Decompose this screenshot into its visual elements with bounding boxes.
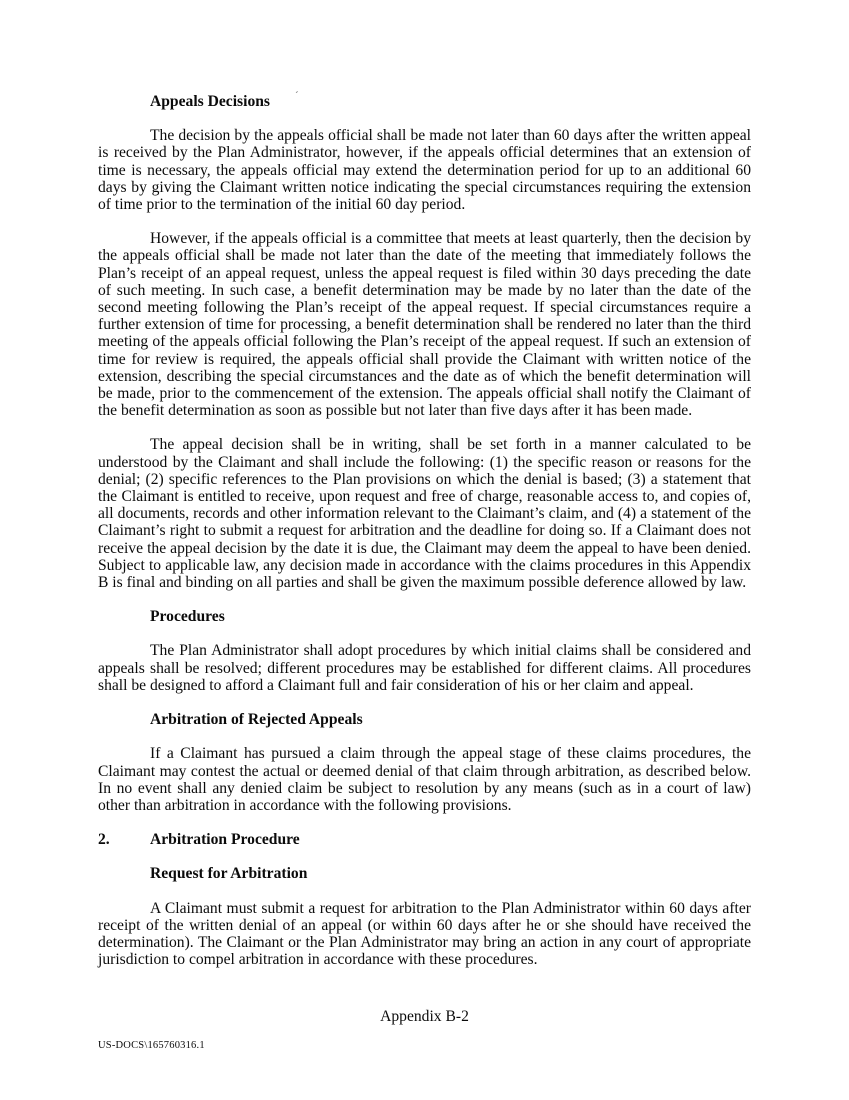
- paragraph: If a Claimant has pursued a claim through the appeal stage of these claims procedures, the Claimant may contest the actual or deemed denial of that claim through arbitration, as described below. In no event shall any denied claim be subject to resolution by any means (such as in a court of law) other than arbitration in accordance with the following provisions.: [98, 745, 751, 814]
- paragraph: The Plan Administrator shall adopt procedures by which initial claims shall be considered and appeals shall be resolved; different procedures may be established for different claims. All procedures shall be designed to afford a Claimant full and fair consideration of his or her claim and appeal.: [98, 642, 751, 694]
- page-footer-label: Appendix B-2: [380, 1008, 469, 1025]
- section-number: 2.: [98, 831, 110, 849]
- paragraph: The appeal decision shall be in writing, shall be set forth in a manner calculated to be understood by the Claimant and shall include the following: (1) the specific reason or reasons for the denial; (2) specific references to the Plan provisions on which the denial is based; (3) a statement that the Claimant is entitled to receive, upon request and free of charge, reasonable access to, and copies of, all documents, records and other information relevant to the Claimant’s claim, and (4) a statement of the Claimant’s right to submit a request for arbitration and the deadline for doing so. If a Claimant does not receive the appeal decision by the date it is due, the Claimant may deem the appeal to have been denied. Subject to applicable law, any decision made in accordance with the claims procedures in this Appendix B is final and binding on all parties and shall be given the maximum possible deference allowed by law.: [98, 436, 751, 592]
- paragraph: However, if the appeals official is a committee that meets at least quarterly, then the decision by the appeals official shall be made not later than the date of the meeting that immediately follows the Plan’s receipt of an appeal request, unless the appeal request is filed within 30 days preceding the date of such meeting. In such case, a benefit determination may be made by no later than the date of the second meeting following the Plan’s receipt of the appeal request. If special circumstances require a further extension of time for processing, a benefit determination shall be rendered no later than the third meeting of the appeals official following the Plan’s receipt of the appeal request. If such an extension of time for review is required, the appeals official shall provide the Claimant with written notice of the extension, describing the special circumstances and the date as of which the benefit determination will be made, prior to the commencement of the extension. The appeals official shall notify the Claimant of the benefit determination as soon as possible but not later than five days after it has been made.: [98, 230, 751, 420]
- section-heading-procedures: Procedures: [150, 608, 225, 626]
- stray-scan-mark: ´: [295, 90, 299, 102]
- section-heading-appeals-decisions: [150, 90, 751, 110]
- section-title: Arbitration Procedure: [150, 831, 300, 849]
- section-heading-arbitration-of-rejected-appeals: Arbitration of Rejected Appeals: [150, 711, 363, 729]
- paragraph: The decision by the appeals official shall be made not later than 60 days after the written appeal is received by the Plan Administrator, however, if the appeals official determines that an extension of time is necessary, the appeals official may extend the determination period for up to an additional 60 days by giving the Claimant written notice indicating the special circumstances requiring the extension of time prior to the termination of the initial 60 day period.: [98, 127, 751, 214]
- paragraph: A Claimant must submit a request for arbitration to the Plan Administrator within 60 days after receipt of the written denial of an appeal (or within 60 days after he or she should have received the determination). The Claimant or the Plan Administrator may bring an action in any court of appropriate jurisdiction to compel arbitration in accordance with these procedures.: [98, 899, 751, 969]
- heading-text: Appeals Decisions: [150, 93, 270, 110]
- numbered-section-heading-arbitration-procedure: [98, 831, 751, 848]
- document-id-footer: US-DOCS\165760316.1: [98, 1040, 205, 1051]
- document-body: [98, 90, 751, 985]
- section-heading-request-for-arbitration: Request for Arbitration: [150, 865, 308, 883]
